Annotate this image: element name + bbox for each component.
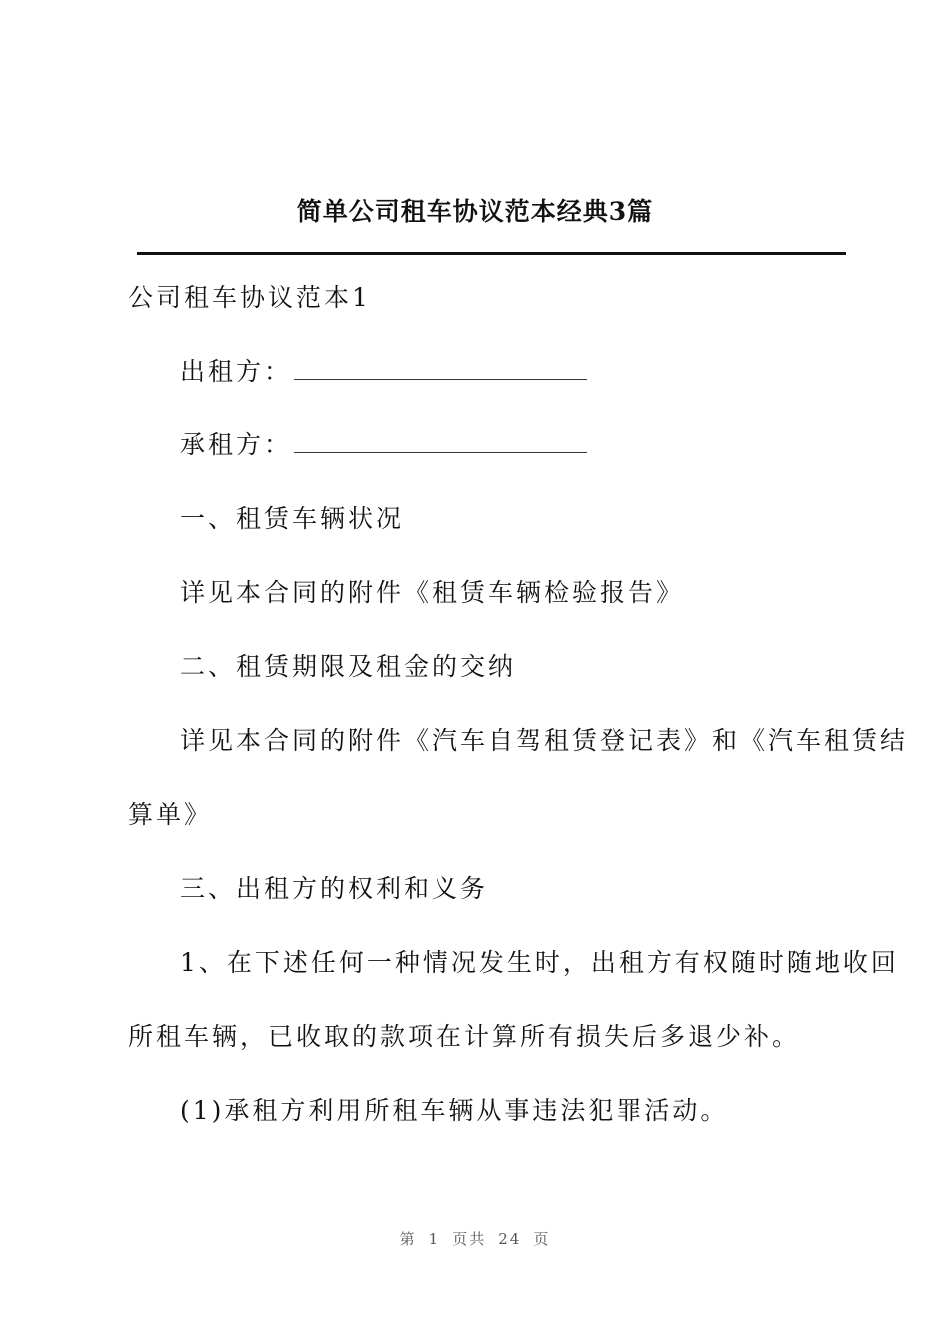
footer-total-pages: 24 — [498, 1230, 522, 1248]
clause-heading-1: 一、租赁车辆状况 — [180, 504, 405, 533]
clause-paragraph-2-line-1: 详见本合同的附件《汽车自驾租赁登记表》和《汽车租赁结 — [180, 726, 909, 755]
lessor-label: 出租方： — [180, 357, 293, 386]
footer-suffix: 页 — [533, 1230, 551, 1248]
clause-paragraph-1: 详见本合同的附件《租赁车辆检验报告》 — [180, 578, 685, 607]
clause-paragraph-3-line-1: 1、在下述任何一种情况发生时，出租方有权随时随地收回 — [180, 948, 899, 977]
document-title: 简单公司租车协议范本经典3篇 — [296, 197, 654, 226]
clause-heading-2: 二、租赁期限及租金的交纳 — [180, 652, 517, 681]
page-footer — [0, 1227, 950, 1251]
footer-middle: 页共 — [452, 1230, 487, 1248]
title-divider — [137, 252, 846, 255]
lessee-label: 承租方： — [180, 430, 293, 459]
clause-heading-3: 三、出租方的权利和义务 — [180, 874, 489, 903]
lessee-field — [180, 425, 587, 465]
footer-current-page: 1 — [428, 1230, 441, 1248]
clause-paragraph-2-line-2: 算单》 — [128, 800, 213, 829]
lessor-blank-line — [294, 378, 587, 380]
clause-paragraph-3-line-2: 所租车辆，已收取的款项在计算所有损失后多退少补。 — [128, 1022, 801, 1051]
footer-prefix: 第 — [399, 1230, 417, 1248]
lessor-field — [180, 352, 587, 392]
section-heading: 公司租车协议范本1 — [128, 283, 371, 312]
lessee-blank-line — [294, 451, 587, 453]
clause-paragraph-4: (1)承租方利用所租车辆从事违法犯罪活动。 — [180, 1096, 729, 1125]
